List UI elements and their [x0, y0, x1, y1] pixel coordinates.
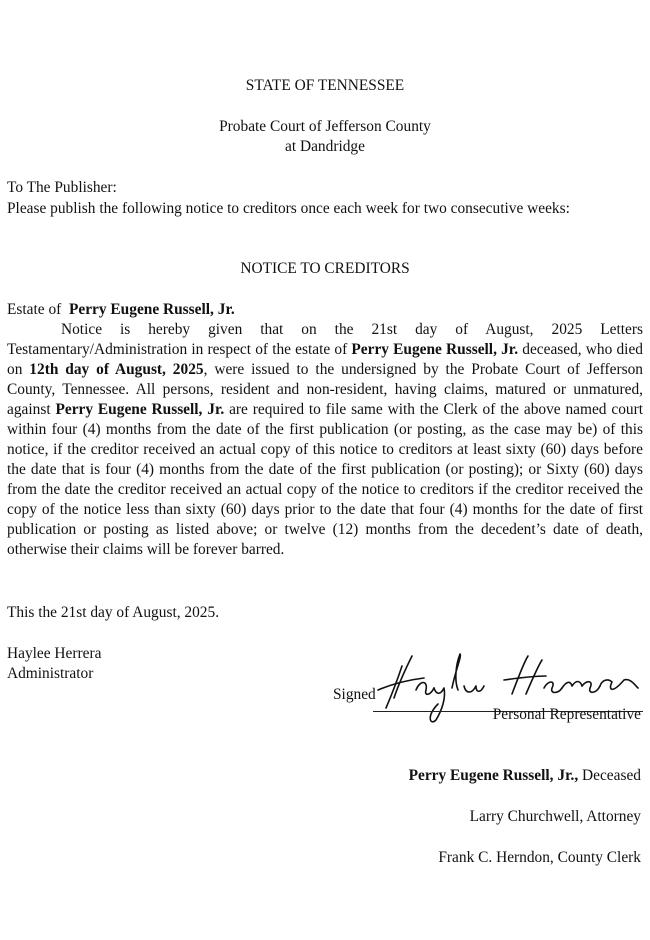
- publisher-salutation: To The Publisher:: [7, 179, 117, 196]
- notice-text-3: , were issued to the undersigned by the Probate Court of Jefferson County, Tennessee. All persons, resident and non-resident, having claims, matured or unmatured, against: [7, 361, 643, 418]
- notice-body: [7, 320, 643, 560]
- publisher-instruction: Please publish the following notice to creditors once each week for two consecutive weeks:: [7, 200, 570, 217]
- estate-label: Estate of: [7, 301, 62, 318]
- deceased-name: Perry Eugene Russell, Jr.,: [408, 767, 579, 784]
- deceased-suffix: Deceased: [578, 767, 641, 784]
- notice-text-2: deceased, who died on: [7, 341, 643, 378]
- court-location: at Dandridge: [285, 138, 365, 155]
- clerk-line: Frank C. Herndon, County Clerk: [438, 849, 641, 866]
- signed-label: Signed: [333, 686, 376, 703]
- notice-title: NOTICE TO CREDITORS: [240, 260, 410, 277]
- notice-text-4: are required to file same with the Clerk of the above named court within four (4) months from the date of the first publication (or posting, as the case may be) of this notice, if the creditor received an actual copy of this notice to creditors at least sixty (60) days before the date that is four (4) months from the date of the first publication (or posting); or Sixty (60) days from the date the creditor received an actual copy of the notice to creditors if the creditor received the copy of the notice less than sixty (60) days prior to the date that four (4) months for the date of first publication or posting as listed above; or twelve (12) months from the decedent’s date of death, otherwise their claims will be forever barred.: [7, 401, 643, 558]
- estate-name-ref-2: Perry Eugene Russell, Jr.: [55, 401, 225, 418]
- estate-name: Perry Eugene Russell, Jr.: [68, 301, 235, 318]
- court-name: Probate Court of Jefferson County: [219, 118, 431, 135]
- attorney-line: Larry Churchwell, Attorney: [469, 808, 641, 825]
- death-date: 12th day of August, 2025: [29, 361, 204, 378]
- dated-line: This the 21st day of August, 2025.: [7, 604, 220, 621]
- notice-text-1: Notice is hereby given that on the 21st day of August, 2025 Letters Testamentary/Administration in respect of the estate of: [7, 321, 643, 358]
- administrator-name: Haylee Herrera: [7, 645, 102, 662]
- estate-name-ref-1: Perry Eugene Russell, Jr.: [351, 341, 519, 358]
- state-heading: STATE OF TENNESSEE: [245, 77, 405, 94]
- signature-role: Personal Representative: [492, 706, 641, 723]
- deceased-line: [409, 766, 641, 786]
- administrator-role: Administrator: [7, 665, 94, 682]
- estate-line: [7, 300, 643, 320]
